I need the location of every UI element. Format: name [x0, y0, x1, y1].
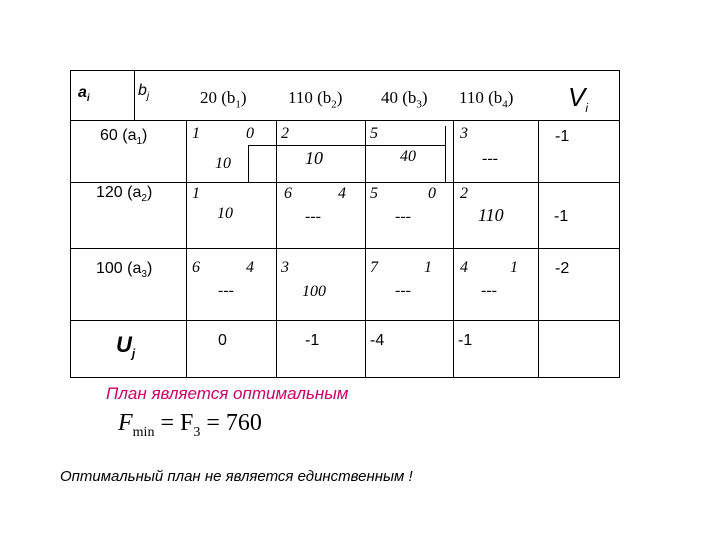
- alloc-r1c2: 10: [305, 148, 323, 168]
- header-row-divider: [70, 120, 620, 121]
- cost-r2c3-left: 5: [370, 185, 378, 202]
- row-3-label: 100 $(a_3)$: [96, 260, 153, 281]
- uj-label: $U_j$: [116, 332, 136, 361]
- header-vi-label: $V_i$: [568, 82, 589, 116]
- header-ai-bj-divider: [134, 70, 135, 120]
- uj-value-2: -1: [305, 332, 320, 349]
- cost-r3c4-left: 4: [460, 259, 468, 276]
- alloc-r1c3: 40: [400, 148, 416, 165]
- row-1-label: 60 $(a_1)$: [100, 127, 148, 148]
- cost-r1c1-left: 1: [192, 125, 200, 142]
- alloc-r3c3: ---: [395, 282, 411, 299]
- cost-r1c3-left: 5: [370, 125, 378, 142]
- non-unique-plan-note: Оптимальный план не является единственным !: [60, 468, 413, 485]
- alloc-r2c1: 10: [217, 205, 233, 222]
- plan-optimal-text: План является оптимальным: [106, 384, 349, 403]
- cost-r3c3-left: 7: [370, 259, 378, 276]
- cost-r3c3-right: 1: [424, 259, 432, 276]
- uj-value-3: -4: [370, 332, 385, 349]
- alloc-r3c1: ---: [218, 282, 234, 299]
- cost-r2c2-right: 4: [338, 185, 346, 202]
- header-ai-label: $a_i$: [78, 84, 90, 105]
- row-2-label: 120 $(a_2)$: [96, 184, 153, 205]
- row-3-divider: [70, 320, 620, 321]
- cost-r1c2-left: 2: [281, 125, 289, 142]
- header-col-b4: 110 $(b_4)$: [459, 88, 514, 111]
- table-right-border: [619, 70, 620, 377]
- table-top-border: [70, 70, 620, 71]
- header-col-b1: 20 $(b_1)$: [200, 88, 247, 111]
- cost-r2c1-left: 1: [192, 185, 200, 202]
- alloc-r3c2: 100: [302, 283, 326, 300]
- alloc-r2c3: ---: [395, 208, 411, 225]
- cycle-marker-right: [445, 126, 446, 183]
- cost-r3c2-left: 3: [281, 259, 289, 276]
- alloc-r2c2: ---: [305, 208, 321, 225]
- header-col-b2: 110 $(b_2)$: [288, 88, 343, 111]
- table-bottom-border: [70, 377, 620, 378]
- alloc-r2c4: 110: [478, 205, 504, 225]
- cost-r1c1-right: 0: [246, 125, 254, 142]
- header-bj-label: $b_j$: [138, 82, 150, 103]
- potential-v2: -1: [554, 208, 569, 225]
- cost-r2c2-left: 6: [284, 185, 292, 202]
- uj-value-4: -1: [458, 332, 473, 349]
- potential-v3: -2: [555, 260, 570, 277]
- alloc-r3c4: ---: [481, 282, 497, 299]
- row-2-divider: [70, 248, 620, 249]
- cost-r2c3-right: 0: [428, 185, 436, 202]
- cycle-marker-top: [248, 145, 445, 146]
- cost-r1c4-left: 3: [460, 125, 468, 142]
- header-col-b3: 40 $(b_3)$: [381, 88, 428, 111]
- uj-value-1: 0: [218, 332, 227, 349]
- cost-r3c1-right: 4: [246, 259, 254, 276]
- cost-r2c4-left: 2: [460, 185, 468, 202]
- formula-fmin: $F_{min} = F_3 = 760$: [118, 410, 262, 440]
- potential-v1: -1: [555, 128, 570, 145]
- cost-r3c4-right: 1: [510, 259, 518, 276]
- cycle-marker-left: [248, 145, 249, 182]
- alloc-r1c1: 10: [215, 155, 231, 172]
- table-left-border: [70, 70, 71, 377]
- row-1-divider: [70, 182, 620, 183]
- cost-r3c1-left: 6: [192, 259, 200, 276]
- alloc-r1c4: ---: [482, 150, 498, 167]
